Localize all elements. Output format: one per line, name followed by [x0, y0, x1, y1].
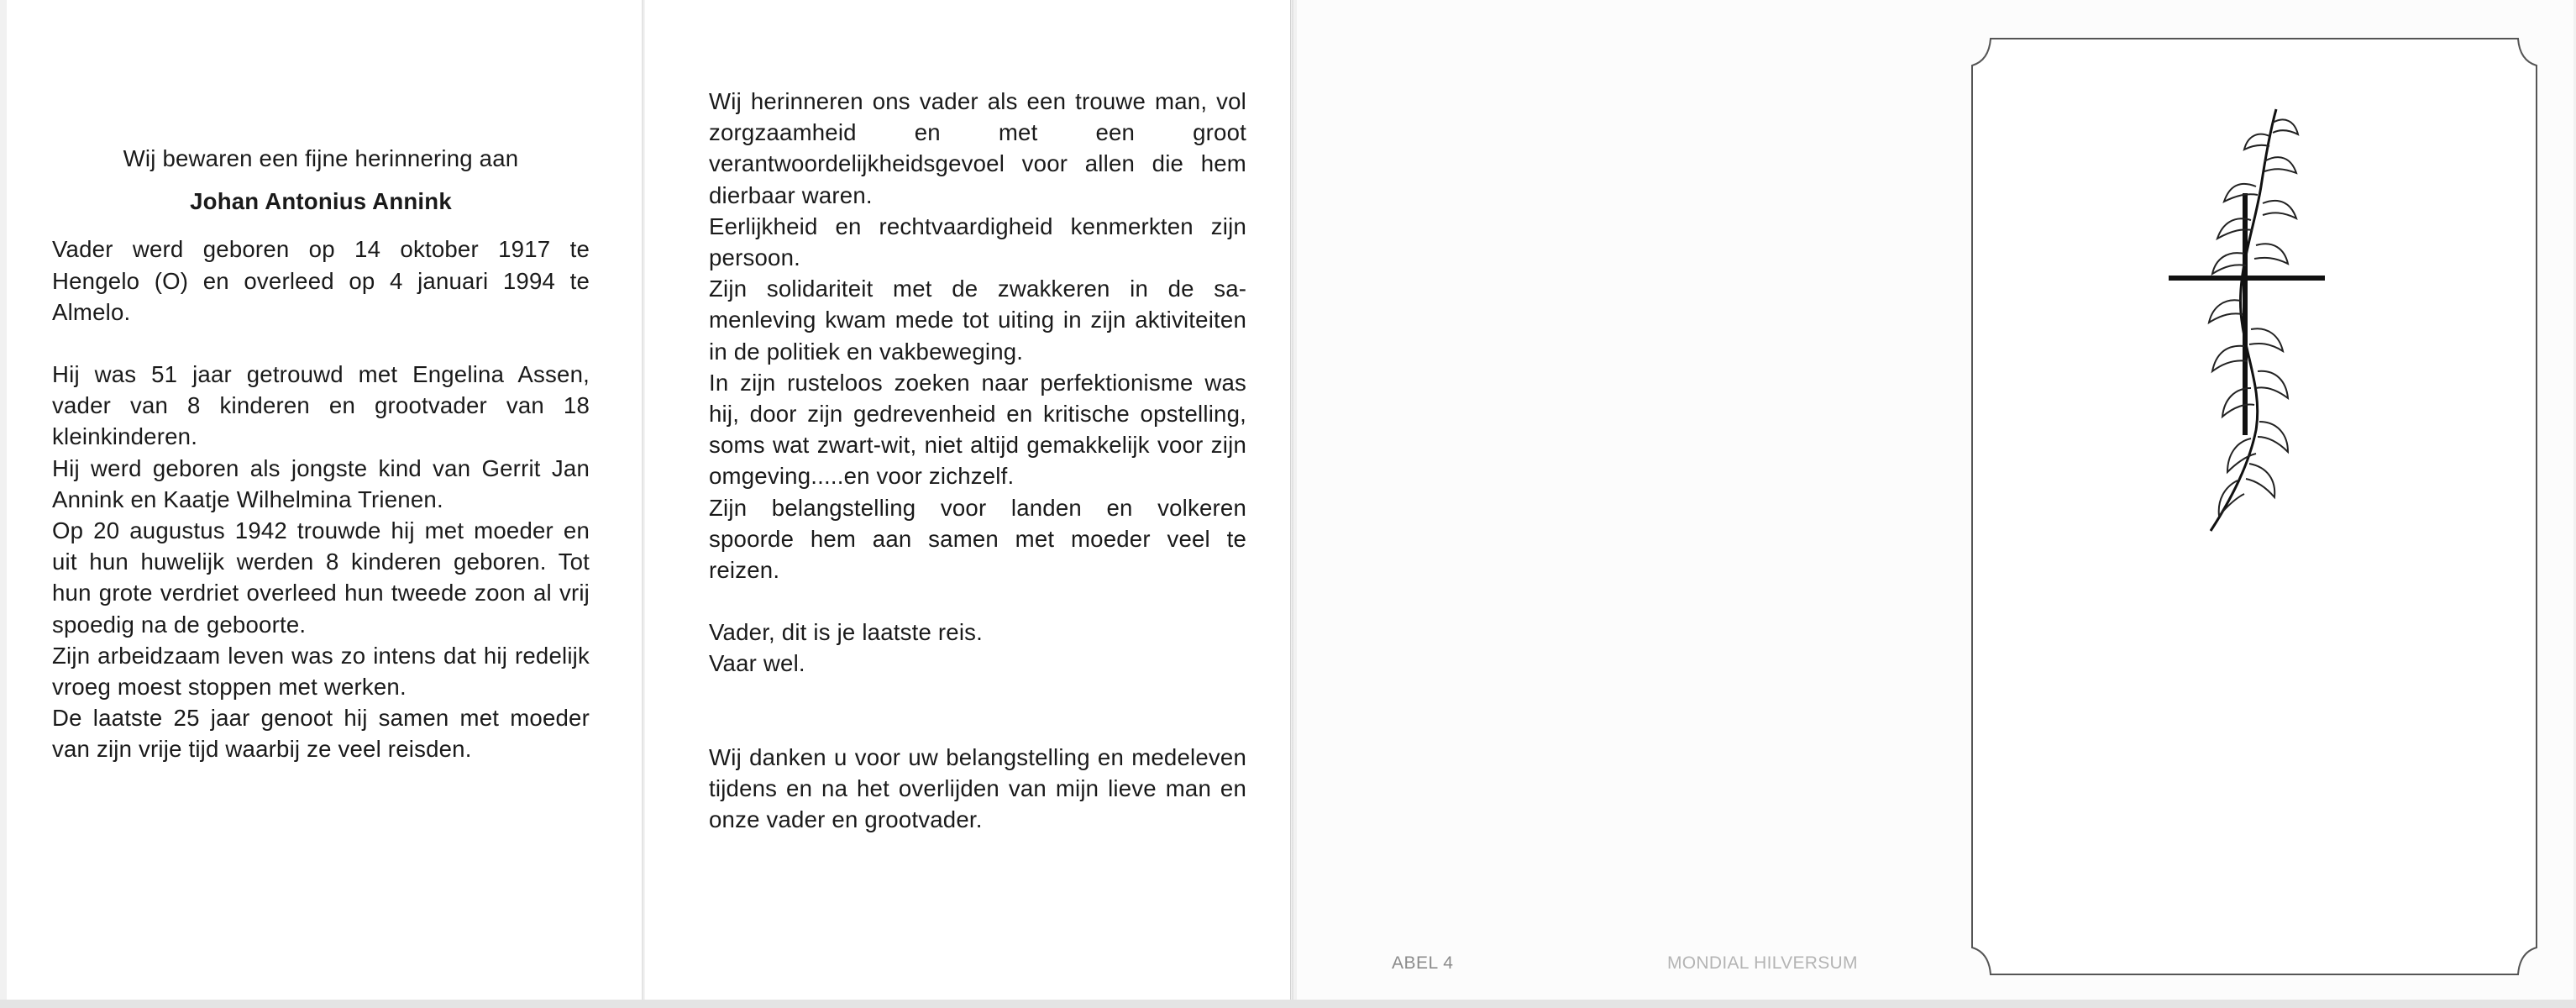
left-page-text — [52, 143, 590, 765]
remembrance-paragraph: Wij herinneren ons vader als een trouwe man, vol zorgzaamheid en met een groot verantwoordelijkheidsgevoel voor allen die hem dierbaar waren. — [709, 88, 1246, 208]
center-fold-line — [1292, 0, 1295, 1001]
inner-fold-line — [642, 0, 645, 1001]
travel-paragraph: Zijn belangstelling voor landen en volkeren spoorde hem aan samen met moeder veel te reizen. — [709, 494, 1246, 584]
retirement-paragraph: De laatste 25 jaar genoot hij samen met moeder van zijn vrije tijd waarbij ze veel reisden. — [52, 705, 590, 763]
intro-line: Wij bewaren een fijne herinnering aan — [123, 145, 519, 171]
birth-death-paragraph: Vader werd geboren op 14 oktober 1917 te Hengelo (O) en overleed op 4 januari 1994 te Almelo. — [52, 236, 590, 325]
solidarity-paragraph: Zijn solidariteit met de zwakkeren in de samenleving kwam mede tot uiting in zijn aktiviteiten in de politiek en vakbeweging. — [709, 276, 1246, 365]
origin-paragraph: Hij werd geboren als jongste kind van Gerrit Jan Annink en Kaatje Wilhelmina Trienen. — [52, 454, 590, 512]
marriage-paragraph: Hij was 51 jaar getrouwd met Engelina Assen, vader van 8 kinderen en grootvader van 18 kleinkinderen. — [52, 361, 590, 450]
cross-horizontal-beam — [2169, 276, 2325, 281]
farewell-line-2: Vaar wel. — [709, 650, 805, 677]
card-model-code: ABEL 4 — [1392, 953, 1454, 973]
perfectionism-paragraph: In zijn rusteloos zoeken naar perfektionisme was hij, door zijn gedrevenheid en kritische opstelling, soms wat zwart-wit, niet altijd gemakkelijk voor zijn omgeving.....en voor zichzelf. — [709, 369, 1246, 490]
palm-leaves — [2209, 119, 2298, 516]
thanks-paragraph: Wij danken u voor uw belangstelling en medeleven tijdens en na het overlijden van mijn lieve man en onze vader en grootvader. — [709, 743, 1246, 833]
farewell-line-1: Vader, dit is je laatste reis. — [709, 619, 984, 646]
honesty-paragraph: Eerlijkheid en rechtvaardigheid kenmerkten zijn persoon. — [709, 213, 1246, 271]
career-paragraph: Zijn arbeidzaam leven was zo intens dat hij redelijk vroeg moest stoppen met werken. — [52, 642, 590, 701]
inside-spread — [7, 0, 1291, 1000]
scan-bottom-edge — [0, 1000, 2576, 1008]
middle-page-text — [709, 86, 1246, 835]
cross-with-palm-branch-icon — [2157, 102, 2342, 539]
printer-imprint: MONDIAL HILVERSUM — [1667, 953, 1858, 973]
deceased-name: Johan Antonius Annink — [190, 188, 452, 215]
wedding-paragraph: Op 20 augustus 1942 trouwde hij met moeder en uit hun huwelijk werden 8 kinderen geboren. Tot hun grote verdriet overleed hun tweede zoon al vrij spoedig na de geboorte. — [52, 517, 590, 638]
